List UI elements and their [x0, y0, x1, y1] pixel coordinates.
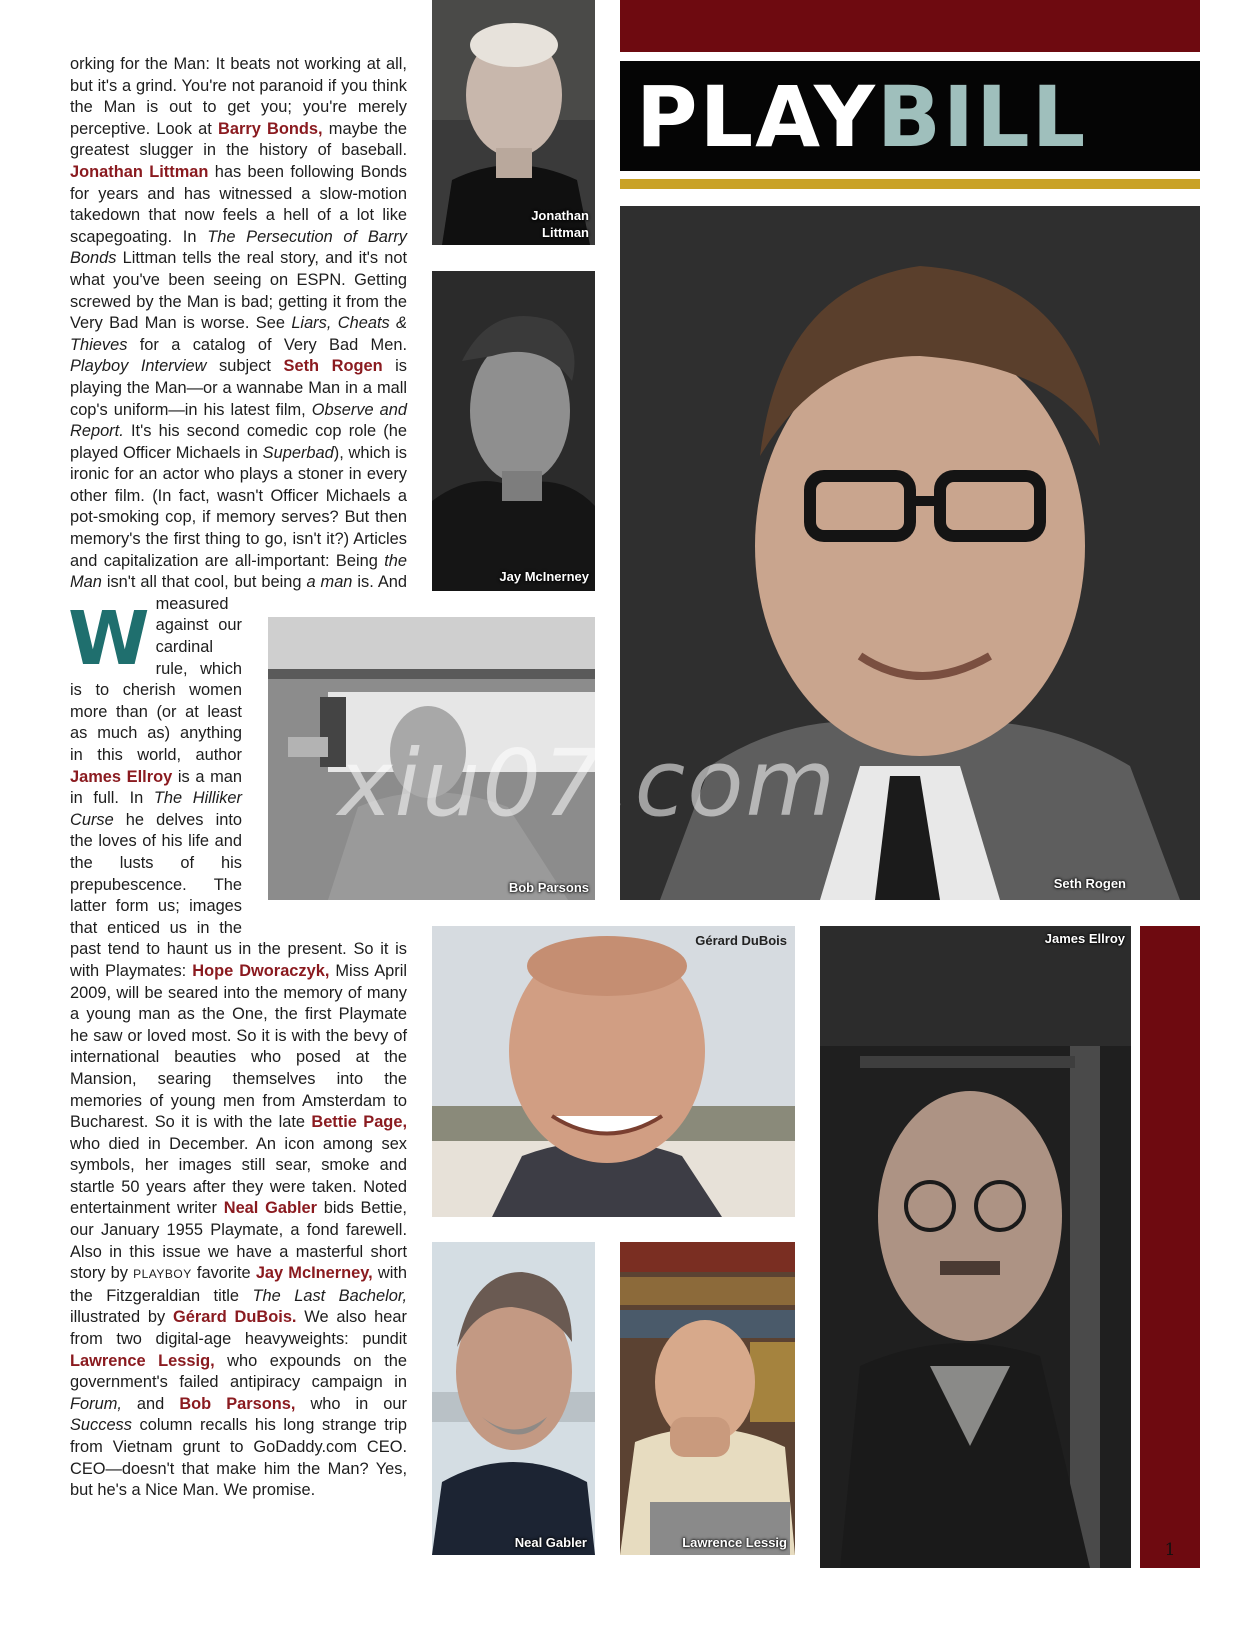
highlighted-name: Hope Dworaczyk,: [192, 961, 330, 980]
photo-jay-mcinerney: [432, 271, 595, 591]
right-edge-strip: [1140, 926, 1200, 1568]
masthead-banner: [620, 61, 1200, 171]
caption-bob-parsons: Bob Parsons: [508, 880, 589, 895]
highlighted-name: Barry Bonds,: [218, 119, 323, 138]
caption-jonathan-littman: [531, 207, 589, 241]
highlighted-name: Lawrence Lessig,: [70, 1351, 215, 1370]
article-segment: Forum,: [70, 1394, 122, 1413]
article-segment: Liars, Cheats & Thieves: [70, 314, 407, 354]
article-segment: subject: [206, 357, 284, 376]
article-segment: bids Bettie, our January 1955 Playmate, a fond farewell. Also in this issue we have a masterful short story by: [70, 1199, 407, 1283]
caption-gerard-dubois: Gérard DuBois: [695, 933, 787, 948]
article-segment: It's his second comedic cop role (he played Officer Michaels in: [70, 422, 407, 462]
spacer-bob-parsons-photo: [242, 605, 407, 935]
article-segment: The Persecution of Barry Bonds: [70, 227, 407, 268]
article-segment: The Last Bachelor,: [252, 1286, 407, 1305]
article-segment: who in our: [295, 1394, 407, 1413]
article-segment: has been following Bonds for years and has witnessed a slow-motion takedown that now feels a hell of a lot like scapegoating. In: [70, 162, 408, 246]
caption-jay-mcinerney: Jay McInerney: [499, 569, 589, 584]
masthead-gold-rule: [620, 179, 1200, 189]
article-segment: maybe the greatest slugger in the history of baseball.: [70, 119, 407, 160]
article-segment: he delves into the loves of his life and the lusts of his prepubescence. The latter form us; images that enticed us in the past tend to haunt us in the present. So it is with Playmates:: [70, 810, 407, 980]
article-segment: Miss April 2009, will be seared into the memory of many a young man as the One, the first Playmate he saw or loved most. So it is with the bevy of international beauties who posed at the Mansion, searing themselves into the memories of young men from Amsterdam to Bucharest. So it is with the late: [70, 961, 407, 1132]
drop-cap: W: [68, 596, 150, 682]
masthead-title: [636, 67, 1087, 167]
watermark: xiu07.com: [338, 730, 838, 837]
article-segment: orking for the Man: It beats not working at all, but it's a grind. You're not paranoid if you think the Man is out to get you; you're merely perceptive. Look at: [70, 55, 407, 138]
article-segment: a man: [306, 573, 353, 592]
article-segment: and: [121, 1394, 180, 1413]
photo-gerard-dubois: [432, 926, 795, 1217]
article-segment: Success: [70, 1416, 132, 1435]
masthead-title-play: PLAY: [636, 68, 877, 166]
highlighted-name: Bob Parsons,: [179, 1394, 296, 1413]
caption-line: Jonathan: [531, 208, 589, 223]
caption-line: Littman: [542, 225, 589, 240]
caption-lawrence-lessig: Lawrence Lessig: [682, 1535, 787, 1550]
article-segment: favorite: [191, 1264, 256, 1283]
article-segment: ), which is ironic for an actor who plays a stoner in every other film. (In fact, wasn't Officer Michaels a pot-smoking cop, if memory serves? But then memory's the first thing to go, isn't it?) Articles and capitalization are all-important: Being: [70, 443, 407, 570]
article-segment: Playboy Interview: [70, 357, 207, 376]
highlighted-name: Bettie Page,: [311, 1113, 407, 1132]
article-segment: is. And measured against our cardinal rule, which is to cherish women more than (or at least as much as) anything in this world, author: [70, 573, 407, 764]
article-segment: illustrated by: [70, 1308, 174, 1327]
highlighted-name: James Ellroy: [70, 767, 173, 786]
article-segment: is a man in full. In: [70, 767, 243, 808]
article-segment: who died in December. An icon among sex symbols, her images still sear, smoke and startle 50 years after they were taken. Noted entertainment writer: [70, 1134, 407, 1218]
article-segment: the Man: [70, 551, 407, 592]
article-segment: for a catalog of Very Bad Men.: [127, 335, 407, 354]
article-segment: is playing the Man—or a wannabe Man in a mall cop's uniform—in his latest film,: [70, 357, 408, 419]
article-segment: who expounds on the government's failed antipiracy campaign in: [70, 1351, 407, 1392]
masthead-title-bill: BILL: [876, 68, 1088, 166]
caption-seth-rogen: Seth Rogen: [1053, 876, 1126, 891]
highlighted-name: Gérard DuBois.: [173, 1308, 297, 1327]
photo-neal-gabler: [432, 1242, 595, 1555]
caption-james-ellroy: James Ellroy: [1044, 931, 1125, 946]
article-segment: with the Fitzgeraldian title: [70, 1264, 408, 1305]
article-segment: Superbad: [262, 443, 334, 462]
playbill-article: [70, 54, 407, 1502]
photo-james-ellroy: [820, 926, 1131, 1568]
article-segment: The Hilliker Curse: [70, 789, 242, 829]
photo-lawrence-lessig: [620, 1242, 795, 1555]
article-segment: Observe and Report.: [70, 400, 407, 441]
article-segment: PLAYBOY: [133, 1267, 192, 1282]
highlighted-name: Jay McInerney,: [255, 1264, 373, 1283]
article-segment: Littman tells the real story, and it's not what you've been seeing on ESPN. Getting screwed by the Man is bad; getting it from the Very Bad Man is worse. See: [70, 249, 407, 333]
highlighted-name: Seth Rogen: [283, 357, 383, 376]
masthead-top-bar: [620, 0, 1200, 52]
highlighted-name: Jonathan Littman: [70, 162, 209, 181]
article-segment: isn't all that cool, but being: [101, 573, 307, 592]
caption-neal-gabler: Neal Gabler: [514, 1535, 587, 1550]
page-number: 1: [1164, 1540, 1176, 1560]
photo-jonathan-littman: [432, 0, 595, 245]
article-segment: We also hear from two digital-age heavyweights: pundit: [70, 1308, 407, 1349]
highlighted-name: Neal Gabler: [223, 1199, 318, 1218]
article-segment: column recalls his long strange trip from Vietnam grunt to GoDaddy.com CEO. CEO—doesn't that make him the Man? Yes, but he's a Nice Man. We promise.: [70, 1416, 407, 1500]
